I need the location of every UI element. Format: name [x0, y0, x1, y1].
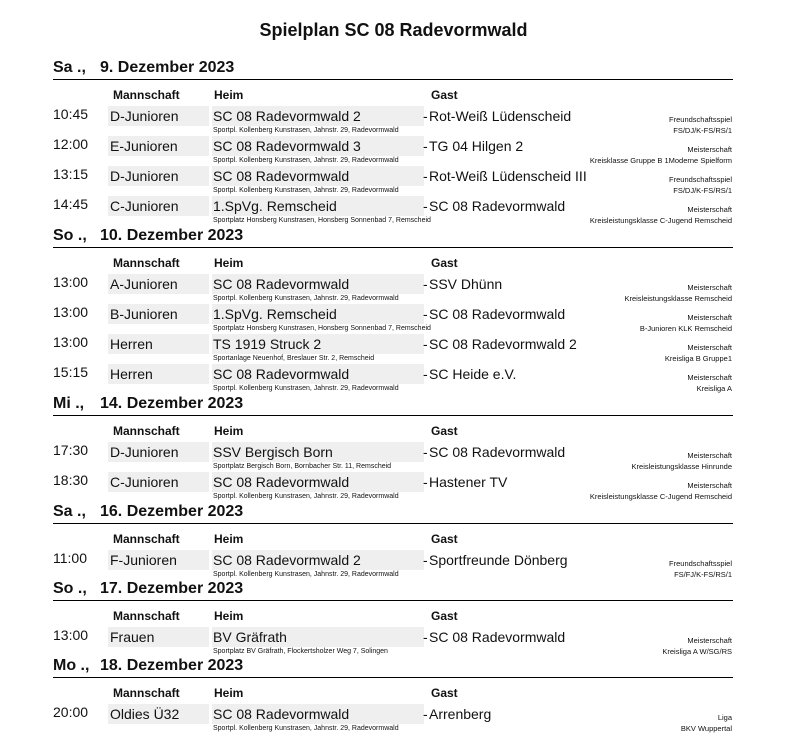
match-row — [0, 627, 787, 657]
match-competition — [632, 450, 732, 472]
match-team: C-Junioren — [108, 472, 209, 492]
match-time: 13:00 — [53, 304, 89, 320]
match-row — [0, 550, 787, 580]
competition-league: B-Junioren KLK Remscheid — [639, 324, 732, 333]
day-divider — [53, 677, 733, 678]
match-home-team: SC 08 Radevormwald — [212, 364, 424, 384]
day-date: 10. Dezember 2023 — [100, 227, 244, 244]
match-home-team: SC 08 Radevormwald 2 — [212, 106, 424, 126]
day-divider — [53, 247, 733, 248]
match-venue: Sportpl. Kollenberg Kunstrasen, Jahnstr. 29, Radevormwald — [213, 295, 399, 302]
competition-type: Meisterschaft — [687, 343, 732, 352]
match-time: 13:00 — [53, 274, 89, 290]
match-team: D-Junioren — [108, 106, 209, 126]
match-home-team: BV Gräfrath — [212, 627, 424, 647]
competition-type: Meisterschaft — [687, 205, 732, 214]
match-team: D-Junioren — [108, 166, 209, 186]
match-time: 13:00 — [53, 627, 89, 643]
match-row — [0, 106, 787, 136]
day-weekday: Mo ., — [53, 657, 90, 674]
competition-league: Kreisleistungsklasse C-Jugend Remscheid — [589, 492, 732, 501]
column-header-row — [0, 609, 787, 625]
column-header-row — [0, 686, 787, 702]
match-competition — [590, 144, 732, 166]
competition-league: FS/FJ/K-FS/RS/1 — [674, 570, 732, 579]
match-row — [0, 364, 787, 394]
competition-type: Meisterschaft — [687, 481, 732, 490]
match-time: 13:00 — [53, 334, 89, 350]
competition-type: Meisterschaft — [687, 451, 732, 460]
day-weekday: Mi ., — [53, 395, 85, 412]
header-home: Heim — [214, 256, 244, 270]
header-team: Mannschaft — [113, 686, 180, 700]
day-date: 14. Dezember 2023 — [100, 395, 244, 412]
match-competition — [669, 114, 732, 136]
match-separator: - — [423, 108, 428, 124]
match-venue: Sportpl. Kollenberg Kunstrasen, Jahnstr. 29, Radevormwald — [213, 571, 399, 578]
match-guest-team: Arrenberg — [429, 706, 492, 722]
match-team: Herren — [108, 334, 209, 354]
column-header-row — [0, 424, 787, 440]
match-team: Oldies Ü32 — [108, 704, 209, 724]
match-home-team: SC 08 Radevormwald — [212, 704, 424, 724]
competition-league: FS/DJ/K-FS/RS/1 — [673, 186, 732, 195]
match-separator: - — [423, 306, 428, 322]
match-venue: Sportplatz Honsberg Kunstrasen, Honsberg Sonnenbad 7, Remscheid — [213, 325, 431, 332]
day-weekday: Sa ., — [53, 59, 86, 76]
match-home-team: SC 08 Radevormwald 2 — [212, 550, 424, 570]
match-separator: - — [423, 366, 428, 382]
match-guest-team: TG 04 Hilgen 2 — [429, 138, 524, 154]
match-competition — [669, 174, 732, 196]
column-header-row — [0, 88, 787, 104]
header-guest: Gast — [431, 532, 458, 546]
match-separator: - — [423, 552, 428, 568]
competition-type: Freundschaftsspiel — [669, 115, 732, 124]
match-separator: - — [423, 168, 428, 184]
day-heading — [53, 59, 733, 81]
match-guest-team: SC 08 Radevormwald — [429, 444, 566, 460]
day-weekday: Sa ., — [53, 503, 86, 520]
day-date: 17. Dezember 2023 — [100, 580, 244, 597]
match-guest-team: Rot-Weiß Lüdenscheid III — [429, 168, 587, 184]
match-row — [0, 136, 787, 166]
column-header-row — [0, 256, 787, 272]
match-home-team: SSV Bergisch Born — [212, 442, 424, 462]
header-guest: Gast — [431, 686, 458, 700]
match-venue: Sportpl. Kollenberg Kunstrasen, Jahnstr. 29, Radevormwald — [213, 493, 399, 500]
match-competition — [669, 558, 732, 580]
match-home-team: SC 08 Radevormwald — [212, 166, 424, 186]
competition-league: Kreisliga A — [696, 384, 732, 393]
match-time: 20:00 — [53, 704, 89, 720]
competition-type: Meisterschaft — [687, 313, 732, 322]
match-competition — [590, 204, 732, 226]
match-home-team: TS 1919 Struck 2 — [212, 334, 424, 354]
competition-type: Meisterschaft — [687, 373, 732, 382]
match-time: 10:45 — [53, 106, 89, 122]
match-competition — [624, 282, 732, 304]
day-weekday: So ., — [53, 580, 87, 597]
match-row — [0, 196, 787, 226]
day-divider — [53, 523, 733, 524]
match-time: 11:00 — [53, 550, 87, 566]
match-separator: - — [423, 276, 428, 292]
competition-league: Kreisliga A W/SG/RS — [662, 647, 732, 656]
header-home: Heim — [214, 609, 244, 623]
header-team: Mannschaft — [113, 609, 180, 623]
match-row — [0, 166, 787, 196]
match-guest-team: SC Heide e.V. — [429, 366, 517, 382]
match-time: 13:15 — [53, 166, 89, 182]
header-home: Heim — [214, 532, 244, 546]
competition-league: FS/DJ/K-FS/RS/1 — [673, 126, 732, 135]
match-venue: Sportpl. Kollenberg Kunstrasen, Jahnstr. 29, Radevormwald — [213, 187, 399, 194]
match-separator: - — [423, 706, 428, 722]
match-team: B-Junioren — [108, 304, 209, 324]
day-heading — [53, 657, 733, 679]
header-guest: Gast — [431, 609, 458, 623]
header-team: Mannschaft — [113, 88, 180, 102]
match-team: Herren — [108, 364, 209, 384]
match-time: 17:30 — [53, 442, 89, 458]
match-row — [0, 304, 787, 334]
match-home-team: SC 08 Radevormwald 3 — [212, 136, 424, 156]
day-date: 18. Dezember 2023 — [100, 657, 244, 674]
match-guest-team: Hastener TV — [429, 474, 508, 490]
match-guest-team: SC 08 Radevormwald — [429, 306, 566, 322]
match-venue: Sportplatz Bergisch Born, Bornbacher Str. 11, Remscheid — [213, 463, 392, 470]
header-home: Heim — [214, 88, 244, 102]
match-team: E-Junioren — [108, 136, 209, 156]
day-heading — [53, 227, 733, 249]
competition-league: Kreisliga B Gruppe1 — [664, 354, 732, 363]
match-time: 12:00 — [53, 136, 89, 152]
competition-type: Meisterschaft — [687, 145, 732, 154]
match-team: D-Junioren — [108, 442, 209, 462]
day-divider — [53, 79, 733, 80]
match-separator: - — [423, 198, 428, 214]
match-venue: Sportpl. Kollenberg Kunstrasen, Jahnstr. 29, Radevormwald — [213, 385, 399, 392]
match-guest-team: SC 08 Radevormwald 2 — [429, 336, 577, 352]
match-guest-team: SC 08 Radevormwald — [429, 198, 566, 214]
match-team: Frauen — [108, 627, 209, 647]
competition-league: Kreisleistungsklasse C-Jugend Remscheid — [589, 216, 732, 225]
day-heading — [53, 503, 733, 525]
match-guest-team: Sportfreunde Dönberg — [429, 552, 568, 568]
match-competition — [681, 712, 732, 734]
column-header-row — [0, 532, 787, 548]
day-date: 16. Dezember 2023 — [100, 503, 244, 520]
day-divider — [53, 415, 733, 416]
match-venue: Sportplatz BV Gräfrath, Flockertsholzer Weg 7, Solingen — [213, 648, 388, 655]
match-row — [0, 442, 787, 472]
match-time: 14:45 — [53, 196, 89, 212]
competition-league: Kreisleistungsklasse Hinrunde — [631, 462, 732, 471]
match-venue: Sportanlage Neuenhof, Breslauer Str. 2, Remscheid — [213, 355, 375, 362]
match-competition — [665, 342, 732, 364]
match-separator: - — [423, 336, 428, 352]
header-guest: Gast — [431, 424, 458, 438]
header-home: Heim — [214, 424, 244, 438]
match-team: A-Junioren — [108, 274, 209, 294]
match-home-team: SC 08 Radevormwald — [212, 274, 424, 294]
match-guest-team: Rot-Weiß Lüdenscheid — [429, 108, 572, 124]
day-heading — [53, 395, 733, 417]
competition-league: Kreisklasse Gruppe B 1Moderne Spielform — [589, 156, 732, 165]
header-team: Mannschaft — [113, 532, 180, 546]
match-competition — [687, 372, 732, 394]
header-team: Mannschaft — [113, 256, 180, 270]
day-date: 9. Dezember 2023 — [100, 59, 235, 76]
match-team: C-Junioren — [108, 196, 209, 216]
match-competition — [640, 312, 732, 334]
competition-league: BKV Wuppertal — [680, 724, 732, 733]
match-venue: Sportplatz Honsberg Kunstrasen, Honsberg Sonnenbad 7, Remscheid — [213, 217, 431, 224]
match-home-team: 1.SpVg. Remscheid — [212, 196, 424, 216]
competition-type: Meisterschaft — [687, 636, 732, 645]
match-row — [0, 472, 787, 502]
competition-league: Kreisleistungsklasse Remscheid — [624, 294, 732, 303]
match-venue: Sportpl. Kollenberg Kunstrasen, Jahnstr. 29, Radevormwald — [213, 127, 399, 134]
match-venue: Sportpl. Kollenberg Kunstrasen, Jahnstr. 29, Radevormwald — [213, 725, 399, 732]
match-row — [0, 334, 787, 364]
competition-type: Liga — [717, 713, 732, 722]
header-guest: Gast — [431, 256, 458, 270]
header-home: Heim — [214, 686, 244, 700]
day-divider — [53, 600, 733, 601]
match-guest-team: SC 08 Radevormwald — [429, 629, 566, 645]
match-separator: - — [423, 629, 428, 645]
day-weekday: So ., — [53, 227, 87, 244]
match-guest-team: SSV Dhünn — [429, 276, 503, 292]
competition-type: Freundschaftsspiel — [669, 559, 732, 568]
match-row — [0, 274, 787, 304]
match-time: 18:30 — [53, 472, 89, 488]
day-heading — [53, 580, 733, 602]
match-row — [0, 704, 787, 734]
match-separator: - — [423, 138, 428, 154]
match-separator: - — [423, 474, 428, 490]
match-separator: - — [423, 444, 428, 460]
page-title: Spielplan SC 08 Radevormwald — [259, 20, 528, 40]
match-time: 15:15 — [53, 364, 89, 380]
match-competition — [662, 635, 732, 657]
match-venue: Sportpl. Kollenberg Kunstrasen, Jahnstr. 29, Radevormwald — [213, 157, 399, 164]
match-competition — [590, 480, 732, 502]
competition-type: Meisterschaft — [687, 283, 732, 292]
match-home-team: SC 08 Radevormwald — [212, 472, 424, 492]
header-guest: Gast — [431, 88, 458, 102]
header-team: Mannschaft — [113, 424, 180, 438]
match-team: F-Junioren — [108, 550, 209, 570]
competition-type: Freundschaftsspiel — [669, 175, 732, 184]
match-home-team: 1.SpVg. Remscheid — [212, 304, 424, 324]
